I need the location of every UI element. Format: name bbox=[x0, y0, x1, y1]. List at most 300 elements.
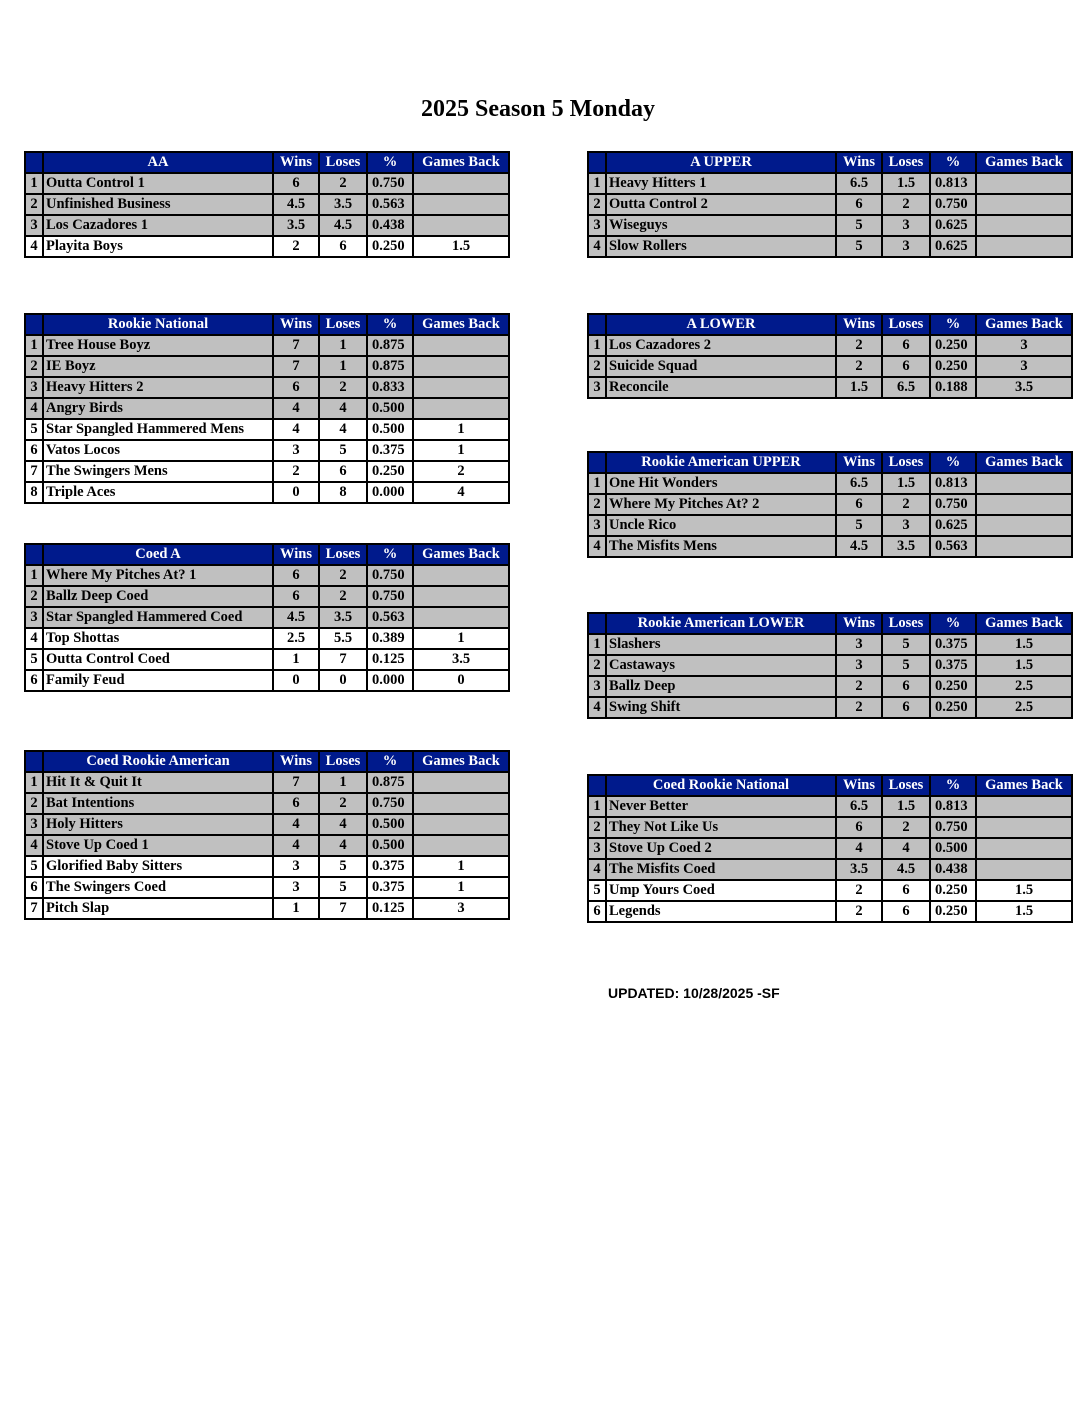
standings-table-rookie-national bbox=[24, 313, 510, 504]
games-back-cell bbox=[413, 772, 509, 793]
loses-header: Loses bbox=[319, 751, 367, 772]
loses-cell: 5.5 bbox=[319, 628, 367, 649]
games-back-cell bbox=[976, 194, 1072, 215]
table-row bbox=[25, 898, 509, 919]
games-back-cell: 1 bbox=[413, 877, 509, 898]
loses-cell: 5 bbox=[319, 877, 367, 898]
team-name-cell: Reconcile bbox=[606, 377, 836, 398]
wins-cell: 3 bbox=[273, 877, 319, 898]
header-row bbox=[588, 775, 1072, 796]
pct-cell: 0.750 bbox=[930, 494, 976, 515]
games-back-cell bbox=[413, 565, 509, 586]
rank-cell: 4 bbox=[25, 835, 43, 856]
rank-cell: 2 bbox=[25, 356, 43, 377]
pct-cell: 0.750 bbox=[367, 173, 413, 194]
rank-header bbox=[25, 314, 43, 335]
table-row bbox=[25, 194, 509, 215]
loses-cell: 4.5 bbox=[319, 215, 367, 236]
pct-cell: 0.833 bbox=[367, 377, 413, 398]
loses-cell: 6 bbox=[882, 335, 930, 356]
games-back-header: Games Back bbox=[413, 314, 509, 335]
pct-header: % bbox=[367, 152, 413, 173]
table-row bbox=[588, 676, 1072, 697]
wins-cell: 2 bbox=[836, 901, 882, 922]
wins-cell: 6 bbox=[273, 586, 319, 607]
games-back-cell: 1.5 bbox=[976, 634, 1072, 655]
wins-cell: 4 bbox=[273, 419, 319, 440]
pct-cell: 0.000 bbox=[367, 482, 413, 503]
games-back-cell bbox=[976, 838, 1072, 859]
division-name: Coed A bbox=[43, 544, 273, 565]
rank-cell: 2 bbox=[25, 586, 43, 607]
wins-cell: 2 bbox=[273, 236, 319, 257]
wins-header: Wins bbox=[273, 751, 319, 772]
table-row bbox=[588, 494, 1072, 515]
games-back-cell bbox=[976, 236, 1072, 257]
pct-cell: 0.563 bbox=[930, 536, 976, 557]
table-row bbox=[25, 215, 509, 236]
table-row bbox=[25, 628, 509, 649]
games-back-header: Games Back bbox=[413, 544, 509, 565]
table-row bbox=[25, 793, 509, 814]
rank-cell: 2 bbox=[588, 494, 606, 515]
division-name: Rookie National bbox=[43, 314, 273, 335]
pct-cell: 0.250 bbox=[930, 697, 976, 718]
standings-table-rookie-american-lower bbox=[587, 612, 1073, 719]
table-row bbox=[25, 482, 509, 503]
team-name-cell: Ballz Deep bbox=[606, 676, 836, 697]
wins-cell: 2 bbox=[836, 697, 882, 718]
games-back-cell bbox=[413, 607, 509, 628]
header-row bbox=[25, 751, 509, 772]
wins-cell: 3 bbox=[836, 634, 882, 655]
games-back-cell: 0 bbox=[413, 670, 509, 691]
loses-header: Loses bbox=[882, 452, 930, 473]
wins-cell: 2 bbox=[273, 461, 319, 482]
rank-cell: 4 bbox=[25, 236, 43, 257]
header-row bbox=[588, 613, 1072, 634]
rank-cell: 3 bbox=[588, 215, 606, 236]
table-row bbox=[25, 440, 509, 461]
team-name-cell: Heavy Hitters 1 bbox=[606, 173, 836, 194]
pct-cell: 0.750 bbox=[367, 565, 413, 586]
rank-cell: 6 bbox=[25, 670, 43, 691]
standings-table-rookie-american-upper bbox=[587, 451, 1073, 558]
loses-cell: 7 bbox=[319, 898, 367, 919]
pct-cell: 0.438 bbox=[367, 215, 413, 236]
loses-header: Loses bbox=[882, 152, 930, 173]
pct-cell: 0.250 bbox=[930, 901, 976, 922]
wins-cell: 0 bbox=[273, 670, 319, 691]
pct-cell: 0.500 bbox=[367, 814, 413, 835]
division-name: Rookie American LOWER bbox=[606, 613, 836, 634]
wins-cell: 4.5 bbox=[273, 194, 319, 215]
games-back-cell: 1 bbox=[413, 856, 509, 877]
games-back-cell: 3.5 bbox=[976, 377, 1072, 398]
rank-cell: 1 bbox=[588, 634, 606, 655]
wins-cell: 4 bbox=[273, 835, 319, 856]
wins-cell: 6 bbox=[273, 173, 319, 194]
games-back-cell bbox=[976, 817, 1072, 838]
rank-cell: 2 bbox=[25, 793, 43, 814]
loses-cell: 3.5 bbox=[319, 607, 367, 628]
team-name-cell: IE Boyz bbox=[43, 356, 273, 377]
loses-header: Loses bbox=[882, 314, 930, 335]
table-row bbox=[588, 880, 1072, 901]
loses-cell: 6 bbox=[882, 676, 930, 697]
loses-cell: 3 bbox=[882, 236, 930, 257]
table-row bbox=[25, 877, 509, 898]
rank-cell: 4 bbox=[25, 398, 43, 419]
rank-cell: 1 bbox=[25, 772, 43, 793]
rank-cell: 6 bbox=[25, 440, 43, 461]
pct-cell: 0.563 bbox=[367, 194, 413, 215]
games-back-cell bbox=[976, 515, 1072, 536]
loses-cell: 3 bbox=[882, 515, 930, 536]
team-name-cell: Where My Pitches At? 1 bbox=[43, 565, 273, 586]
rank-cell: 6 bbox=[25, 877, 43, 898]
team-name-cell: Triple Aces bbox=[43, 482, 273, 503]
division-name: A UPPER bbox=[606, 152, 836, 173]
games-back-cell bbox=[976, 215, 1072, 236]
table-row bbox=[25, 607, 509, 628]
standings-table-coed-a bbox=[24, 543, 510, 692]
table-row bbox=[588, 335, 1072, 356]
pct-cell: 0.250 bbox=[367, 461, 413, 482]
rank-cell: 4 bbox=[588, 859, 606, 880]
rank-header bbox=[588, 152, 606, 173]
wins-cell: 4 bbox=[273, 814, 319, 835]
pct-cell: 0.250 bbox=[930, 880, 976, 901]
team-name-cell: Slashers bbox=[606, 634, 836, 655]
table-row bbox=[588, 859, 1072, 880]
team-name-cell: Playita Boys bbox=[43, 236, 273, 257]
table-row bbox=[588, 236, 1072, 257]
table-row bbox=[25, 565, 509, 586]
wins-cell: 4.5 bbox=[836, 536, 882, 557]
games-back-header: Games Back bbox=[976, 314, 1072, 335]
rank-header bbox=[25, 751, 43, 772]
table-row bbox=[25, 173, 509, 194]
table-row bbox=[588, 796, 1072, 817]
team-name-cell: Outta Control Coed bbox=[43, 649, 273, 670]
loses-cell: 2 bbox=[882, 494, 930, 515]
team-name-cell: The Swingers Coed bbox=[43, 877, 273, 898]
pct-cell: 0.750 bbox=[930, 817, 976, 838]
rank-cell: 5 bbox=[25, 419, 43, 440]
team-name-cell: Heavy Hitters 2 bbox=[43, 377, 273, 398]
games-back-cell: 1.5 bbox=[413, 236, 509, 257]
team-name-cell: Ump Yours Coed bbox=[606, 880, 836, 901]
games-back-cell: 1 bbox=[413, 628, 509, 649]
rank-cell: 2 bbox=[588, 655, 606, 676]
rank-cell: 5 bbox=[588, 880, 606, 901]
pct-cell: 0.500 bbox=[930, 838, 976, 859]
pct-cell: 0.625 bbox=[930, 515, 976, 536]
rank-cell: 2 bbox=[588, 817, 606, 838]
team-name-cell: Stove Up Coed 2 bbox=[606, 838, 836, 859]
rank-cell: 5 bbox=[25, 856, 43, 877]
team-name-cell: Family Feud bbox=[43, 670, 273, 691]
rank-cell: 1 bbox=[25, 335, 43, 356]
rank-cell: 1 bbox=[588, 796, 606, 817]
table-row bbox=[588, 634, 1072, 655]
wins-header: Wins bbox=[273, 314, 319, 335]
loses-cell: 4.5 bbox=[882, 859, 930, 880]
loses-cell: 7 bbox=[319, 649, 367, 670]
loses-cell: 5 bbox=[319, 856, 367, 877]
standings-table-coed-rookie-american bbox=[24, 750, 510, 920]
games-back-cell bbox=[413, 377, 509, 398]
pct-cell: 0.375 bbox=[367, 877, 413, 898]
division-name: Rookie American UPPER bbox=[606, 452, 836, 473]
wins-header: Wins bbox=[836, 613, 882, 634]
team-name-cell: Los Cazadores 2 bbox=[606, 335, 836, 356]
loses-cell: 2 bbox=[882, 817, 930, 838]
loses-cell: 2 bbox=[319, 793, 367, 814]
team-name-cell: Los Cazadores 1 bbox=[43, 215, 273, 236]
wins-cell: 3 bbox=[836, 655, 882, 676]
loses-header: Loses bbox=[882, 613, 930, 634]
pct-cell: 0.875 bbox=[367, 335, 413, 356]
wins-cell: 6 bbox=[836, 494, 882, 515]
pct-cell: 0.500 bbox=[367, 398, 413, 419]
rank-cell: 3 bbox=[588, 838, 606, 859]
pct-cell: 0.813 bbox=[930, 473, 976, 494]
loses-cell: 5 bbox=[882, 634, 930, 655]
loses-cell: 2 bbox=[319, 173, 367, 194]
wins-cell: 4 bbox=[836, 838, 882, 859]
pct-header: % bbox=[367, 751, 413, 772]
loses-cell: 2 bbox=[319, 377, 367, 398]
table-row bbox=[25, 419, 509, 440]
wins-cell: 6 bbox=[273, 793, 319, 814]
header-row bbox=[25, 544, 509, 565]
wins-cell: 4 bbox=[273, 398, 319, 419]
team-name-cell: Outta Control 2 bbox=[606, 194, 836, 215]
team-name-cell: Tree House Boyz bbox=[43, 335, 273, 356]
games-back-cell bbox=[413, 793, 509, 814]
rank-header bbox=[588, 314, 606, 335]
standings-table-a-lower bbox=[587, 313, 1073, 399]
pct-cell: 0.389 bbox=[367, 628, 413, 649]
division-name: Coed Rookie National bbox=[606, 775, 836, 796]
header-row bbox=[25, 152, 509, 173]
games-back-cell: 4 bbox=[413, 482, 509, 503]
games-back-header: Games Back bbox=[976, 613, 1072, 634]
wins-header: Wins bbox=[273, 152, 319, 173]
wins-cell: 7 bbox=[273, 772, 319, 793]
team-name-cell: The Swingers Mens bbox=[43, 461, 273, 482]
team-name-cell: Outta Control 1 bbox=[43, 173, 273, 194]
loses-cell: 2 bbox=[319, 586, 367, 607]
games-back-cell: 1.5 bbox=[976, 880, 1072, 901]
table-row bbox=[588, 356, 1072, 377]
table-row bbox=[25, 649, 509, 670]
pct-header: % bbox=[930, 152, 976, 173]
loses-cell: 5 bbox=[882, 655, 930, 676]
games-back-header: Games Back bbox=[976, 152, 1072, 173]
wins-cell: 7 bbox=[273, 335, 319, 356]
games-back-cell: 1.5 bbox=[976, 901, 1072, 922]
wins-cell: 2 bbox=[836, 356, 882, 377]
pct-header: % bbox=[930, 314, 976, 335]
team-name-cell: Angry Birds bbox=[43, 398, 273, 419]
wins-cell: 3.5 bbox=[836, 859, 882, 880]
games-back-cell: 1 bbox=[413, 440, 509, 461]
games-back-cell bbox=[413, 215, 509, 236]
table-row bbox=[588, 515, 1072, 536]
rank-cell: 8 bbox=[25, 482, 43, 503]
wins-cell: 1 bbox=[273, 649, 319, 670]
header-row bbox=[588, 314, 1072, 335]
games-back-cell bbox=[413, 173, 509, 194]
team-name-cell: Vatos Locos bbox=[43, 440, 273, 461]
team-name-cell: Star Spangled Hammered Coed bbox=[43, 607, 273, 628]
pct-cell: 0.375 bbox=[367, 440, 413, 461]
table-row bbox=[588, 215, 1072, 236]
games-back-cell bbox=[976, 796, 1072, 817]
team-name-cell: Where My Pitches At? 2 bbox=[606, 494, 836, 515]
games-back-cell: 3.5 bbox=[413, 649, 509, 670]
wins-cell: 7 bbox=[273, 356, 319, 377]
header-row bbox=[588, 452, 1072, 473]
wins-cell: 4.5 bbox=[273, 607, 319, 628]
games-back-cell bbox=[413, 194, 509, 215]
games-back-cell: 3 bbox=[413, 898, 509, 919]
loses-cell: 4 bbox=[319, 419, 367, 440]
games-back-cell bbox=[976, 494, 1072, 515]
pct-cell: 0.375 bbox=[930, 655, 976, 676]
header-row bbox=[588, 152, 1072, 173]
updated-note: UPDATED: 10/28/2025 -SF bbox=[608, 985, 780, 1001]
wins-cell: 6.5 bbox=[836, 173, 882, 194]
loses-header: Loses bbox=[319, 544, 367, 565]
games-back-cell: 2 bbox=[413, 461, 509, 482]
team-name-cell: Slow Rollers bbox=[606, 236, 836, 257]
table-row bbox=[25, 377, 509, 398]
pct-cell: 0.125 bbox=[367, 649, 413, 670]
wins-cell: 1.5 bbox=[836, 377, 882, 398]
pct-cell: 0.250 bbox=[930, 335, 976, 356]
wins-cell: 3 bbox=[273, 856, 319, 877]
rank-cell: 6 bbox=[588, 901, 606, 922]
pct-header: % bbox=[930, 613, 976, 634]
wins-cell: 2 bbox=[836, 335, 882, 356]
games-back-header: Games Back bbox=[413, 751, 509, 772]
team-name-cell: Swing Shift bbox=[606, 697, 836, 718]
loses-cell: 4 bbox=[319, 835, 367, 856]
rank-cell: 2 bbox=[25, 194, 43, 215]
wins-cell: 0 bbox=[273, 482, 319, 503]
pct-cell: 0.438 bbox=[930, 859, 976, 880]
rank-cell: 1 bbox=[588, 335, 606, 356]
team-name-cell: Unfinished Business bbox=[43, 194, 273, 215]
team-name-cell: Wiseguys bbox=[606, 215, 836, 236]
loses-cell: 3.5 bbox=[882, 536, 930, 557]
wins-cell: 6.5 bbox=[836, 796, 882, 817]
games-back-cell bbox=[976, 173, 1072, 194]
loses-cell: 1.5 bbox=[882, 173, 930, 194]
rank-cell: 4 bbox=[588, 697, 606, 718]
loses-cell: 8 bbox=[319, 482, 367, 503]
rank-header bbox=[588, 452, 606, 473]
games-back-cell bbox=[413, 356, 509, 377]
standings-table-coed-rookie-national bbox=[587, 774, 1073, 923]
table-row bbox=[25, 398, 509, 419]
games-back-cell bbox=[976, 536, 1072, 557]
wins-cell: 5 bbox=[836, 215, 882, 236]
loses-cell: 1 bbox=[319, 356, 367, 377]
pct-cell: 0.125 bbox=[367, 898, 413, 919]
games-back-cell bbox=[976, 473, 1072, 494]
wins-cell: 5 bbox=[836, 515, 882, 536]
table-row bbox=[25, 236, 509, 257]
games-back-header: Games Back bbox=[976, 452, 1072, 473]
team-name-cell: One Hit Wonders bbox=[606, 473, 836, 494]
wins-cell: 6 bbox=[273, 377, 319, 398]
loses-cell: 3.5 bbox=[319, 194, 367, 215]
pct-cell: 0.375 bbox=[367, 856, 413, 877]
table-row bbox=[588, 194, 1072, 215]
loses-cell: 1 bbox=[319, 772, 367, 793]
table-row bbox=[588, 697, 1072, 718]
loses-header: Loses bbox=[882, 775, 930, 796]
rank-cell: 2 bbox=[588, 356, 606, 377]
wins-header: Wins bbox=[836, 452, 882, 473]
table-row bbox=[588, 473, 1072, 494]
pct-cell: 0.750 bbox=[367, 793, 413, 814]
wins-cell: 6 bbox=[836, 194, 882, 215]
pct-header: % bbox=[930, 775, 976, 796]
page-title: 2025 Season 5 Monday bbox=[420, 96, 656, 122]
rank-cell: 4 bbox=[588, 536, 606, 557]
rank-cell: 1 bbox=[588, 173, 606, 194]
games-back-header: Games Back bbox=[413, 152, 509, 173]
table-row bbox=[588, 377, 1072, 398]
wins-cell: 2 bbox=[836, 676, 882, 697]
pct-cell: 0.375 bbox=[930, 634, 976, 655]
wins-cell: 5 bbox=[836, 236, 882, 257]
pct-cell: 0.188 bbox=[930, 377, 976, 398]
pct-cell: 0.875 bbox=[367, 356, 413, 377]
rank-cell: 2 bbox=[588, 194, 606, 215]
pct-cell: 0.563 bbox=[367, 607, 413, 628]
table-row bbox=[588, 817, 1072, 838]
loses-cell: 6 bbox=[882, 356, 930, 377]
games-back-cell bbox=[413, 835, 509, 856]
loses-cell: 6 bbox=[319, 461, 367, 482]
loses-cell: 6 bbox=[882, 697, 930, 718]
table-row bbox=[588, 536, 1072, 557]
division-name: A LOWER bbox=[606, 314, 836, 335]
rank-cell: 7 bbox=[25, 461, 43, 482]
team-name-cell: Pitch Slap bbox=[43, 898, 273, 919]
loses-cell: 1.5 bbox=[882, 473, 930, 494]
pct-cell: 0.000 bbox=[367, 670, 413, 691]
team-name-cell: Holy Hitters bbox=[43, 814, 273, 835]
rank-cell: 4 bbox=[588, 236, 606, 257]
loses-cell: 6.5 bbox=[882, 377, 930, 398]
pct-cell: 0.875 bbox=[367, 772, 413, 793]
table-row bbox=[25, 335, 509, 356]
pct-cell: 0.625 bbox=[930, 236, 976, 257]
team-name-cell: Castaways bbox=[606, 655, 836, 676]
team-name-cell: Legends bbox=[606, 901, 836, 922]
pct-cell: 0.250 bbox=[367, 236, 413, 257]
games-back-cell: 3 bbox=[976, 356, 1072, 377]
pct-header: % bbox=[367, 314, 413, 335]
